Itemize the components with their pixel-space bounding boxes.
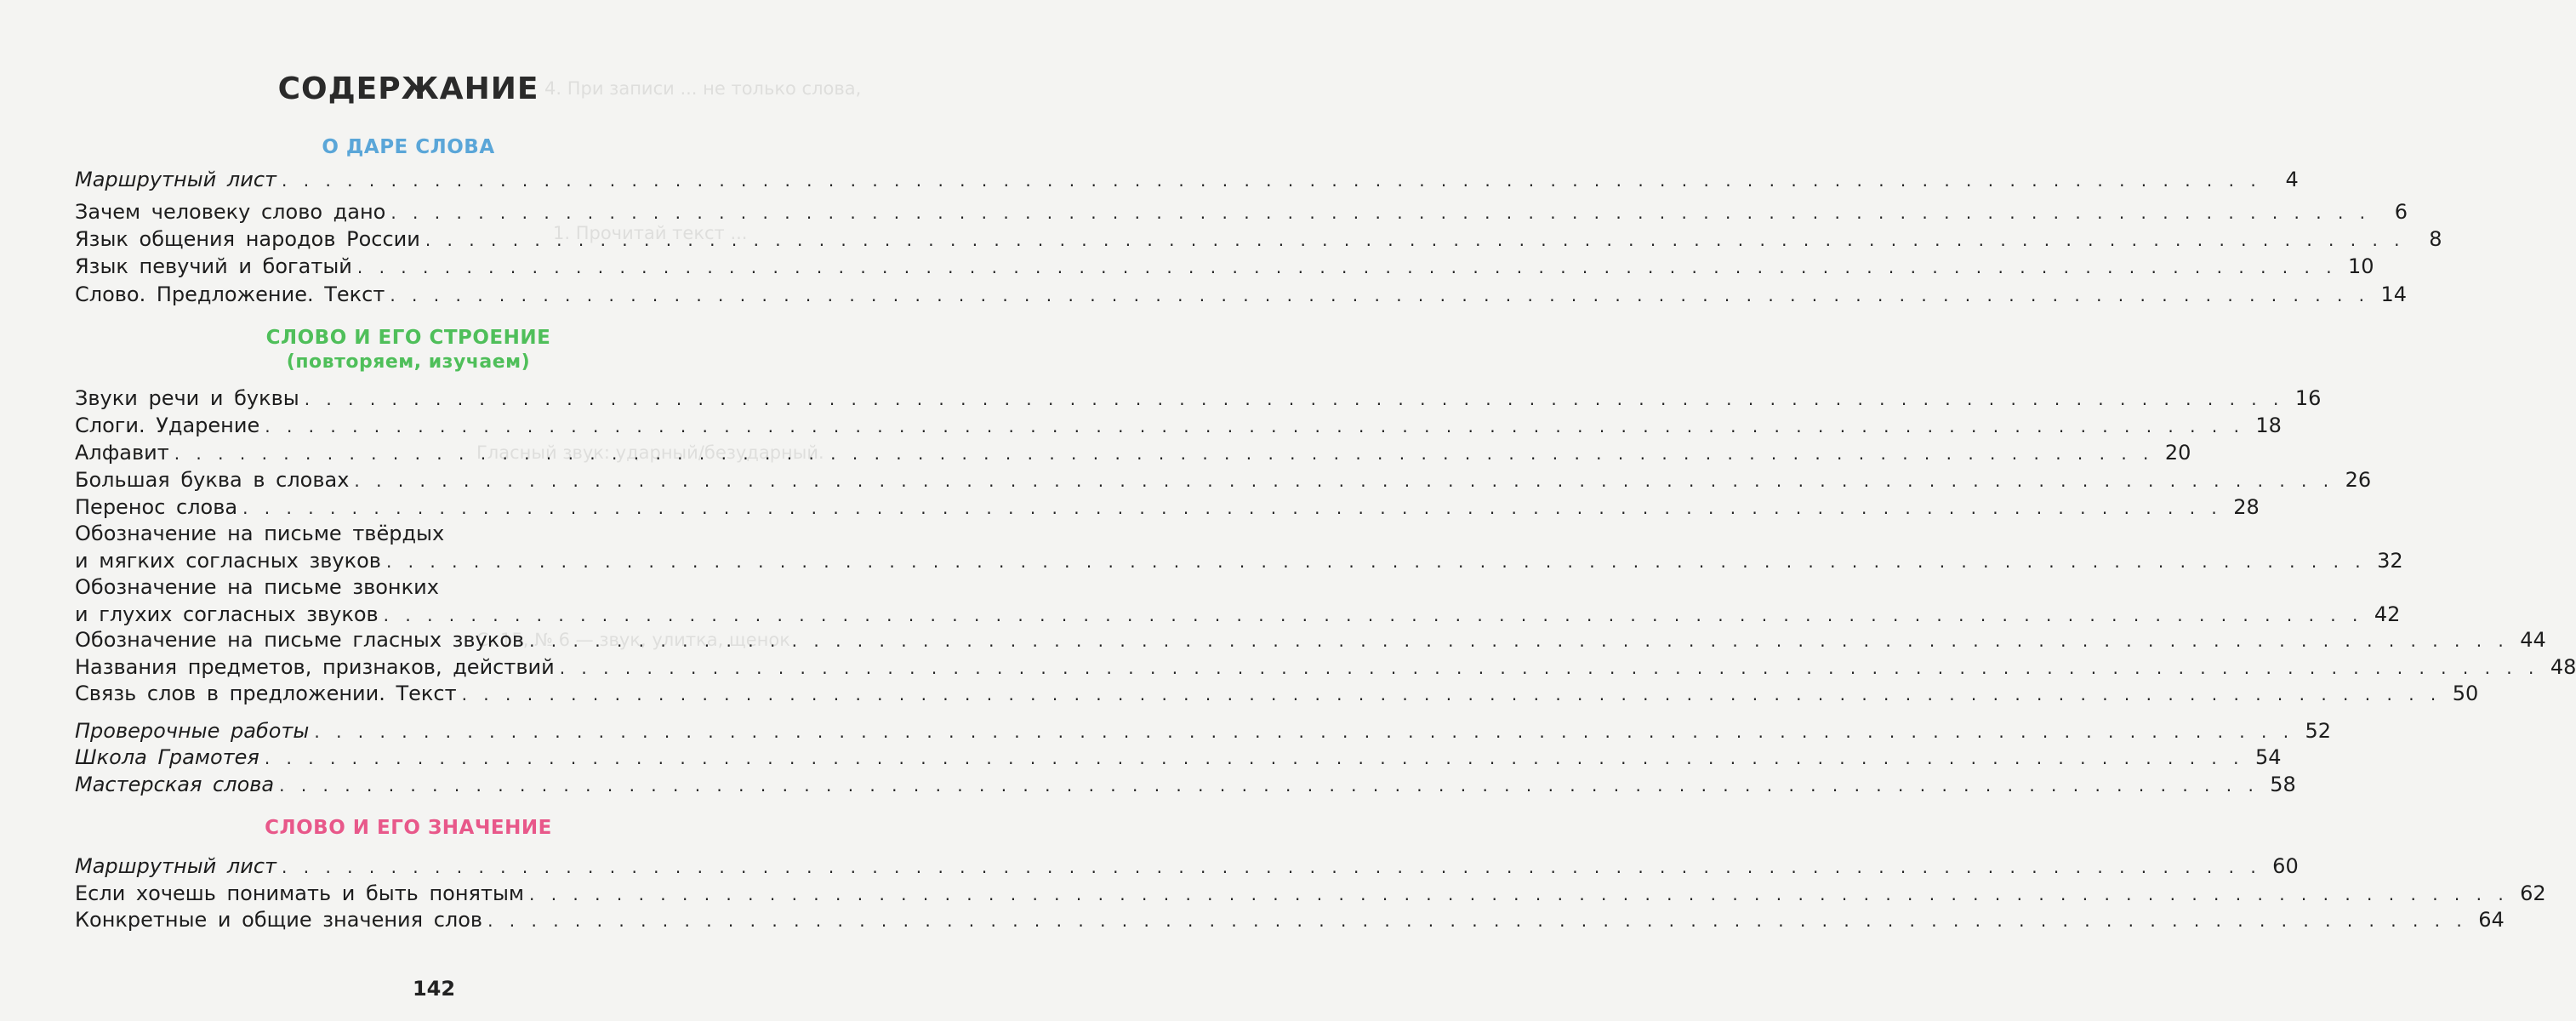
entry-title: Маршрутный лист <box>75 854 277 878</box>
entry-title-line1: Обозначение на письме твёрдых <box>75 522 445 545</box>
entry-page: 60 <box>2272 854 2299 878</box>
entry-page: 44 <box>2520 628 2546 652</box>
entry-page: 26 <box>2345 468 2372 492</box>
dot-leader <box>386 547 2364 576</box>
dot-leader <box>282 166 2260 195</box>
dot-leader <box>265 744 2243 773</box>
entry-page: 14 <box>2380 282 2408 306</box>
dot-leader <box>279 771 2257 800</box>
toc-entry[interactable] <box>75 770 2296 799</box>
entry-title: Связь слов в предложении. Текст <box>75 682 457 705</box>
toc-entry[interactable] <box>75 852 2299 881</box>
entry-page: 58 <box>2270 773 2296 796</box>
dot-leader <box>282 853 2260 881</box>
entry-title: Слоги. Ударение <box>75 414 260 437</box>
entry-page: 52 <box>2305 719 2332 743</box>
dot-leader <box>462 680 2440 709</box>
toc-entry[interactable] <box>75 879 2546 908</box>
dot-leader <box>390 198 2368 227</box>
entry-title: Если хочешь понимать и быть понятым <box>75 881 524 905</box>
entry-page: 10 <box>2348 254 2374 278</box>
toc-entry[interactable] <box>75 252 2374 281</box>
toc-entry[interactable] <box>75 625 2546 654</box>
entry-page: 8 <box>2429 227 2442 251</box>
page-number: 142 <box>412 977 456 1001</box>
toc-entry[interactable] <box>75 743 2282 772</box>
entry-page: 28 <box>2233 495 2260 519</box>
toc-entry[interactable] <box>75 905 2505 934</box>
entry-title: Обозначение на письме гласных звуков <box>75 628 525 652</box>
dot-leader <box>529 626 2507 655</box>
entry-title: Язык певучий и богатый <box>75 254 352 278</box>
toc-entry[interactable] <box>75 493 2260 522</box>
toc-entry[interactable] <box>75 225 2442 254</box>
toc-entry[interactable] <box>75 165 2299 194</box>
dot-leader <box>529 880 2507 909</box>
entry-page: 54 <box>2254 745 2282 769</box>
section-subheading: (повторяем, изучаем) <box>286 351 531 373</box>
entry-page: 62 <box>2520 881 2546 905</box>
dot-leader <box>265 412 2243 441</box>
toc-entry[interactable] <box>75 197 2408 226</box>
entry-page: 32 <box>2377 549 2403 573</box>
page-title: СОДЕРЖАНИЕ <box>277 71 539 106</box>
entry-page: 6 <box>2394 200 2408 224</box>
dot-leader <box>357 253 2335 282</box>
bleed-through-text: Гласный звук: ударный/безударный. <box>476 442 824 463</box>
toc-entry[interactable] <box>75 280 2408 309</box>
entry-title: Конкретные и общие значения слов <box>75 908 483 932</box>
bleed-through-text: С. 15, № 6 — звук, улитка, щенок <box>476 630 790 650</box>
entry-page: 50 <box>2452 682 2479 705</box>
toc-entry[interactable] <box>75 653 2576 682</box>
dot-leader <box>314 717 2292 746</box>
entry-title: Названия предметов, признаков, действий <box>75 655 555 679</box>
entry-title-line1: Обозначение на письме звонких <box>75 575 439 599</box>
dot-leader <box>425 225 2403 254</box>
toc-entry[interactable] <box>75 438 2191 467</box>
toc-entry[interactable] <box>75 465 2372 494</box>
toc-entry[interactable] <box>75 546 2403 575</box>
dot-leader <box>242 493 2220 522</box>
dot-leader <box>174 439 2152 468</box>
section-heading: О ДАРЕ СЛОВА <box>322 136 495 158</box>
toc-entry[interactable] <box>75 384 2322 413</box>
dot-leader <box>560 653 2538 682</box>
entry-title: Маршрутный лист <box>75 168 277 191</box>
entry-page: 48 <box>2550 655 2576 679</box>
bleed-through-text: 4. При записи ... не только слова, <box>544 78 862 99</box>
dot-leader <box>487 906 2465 935</box>
toc-entry[interactable] <box>75 679 2479 708</box>
entry-title: Слово. Предложение. Текст <box>75 282 385 306</box>
entry-title: Зачем человеку слово дано <box>75 200 386 224</box>
bleed-through-text: 1. Прочитай текст ... <box>553 223 748 243</box>
entry-page: 18 <box>2255 414 2282 437</box>
toc-entry[interactable] <box>75 411 2282 440</box>
dot-leader <box>390 281 2368 310</box>
entry-page: 64 <box>2478 908 2505 932</box>
entry-page: 4 <box>2285 168 2299 191</box>
entry-title: и мягких согласных звуков <box>75 549 381 573</box>
section-heading: СЛОВО И ЕГО СТРОЕНИЕ <box>265 327 551 349</box>
dot-leader <box>354 466 2332 495</box>
entry-title: Школа Грамотея <box>75 745 259 769</box>
entry-title: Проверочные работы <box>75 719 310 743</box>
entry-page: 20 <box>2164 441 2191 465</box>
section-heading: СЛОВО И ЕГО ЗНАЧЕНИЕ <box>265 817 552 839</box>
entry-title: Перенос слова <box>75 495 238 519</box>
entry-title: Большая буква в словах <box>75 468 350 492</box>
entry-page: 16 <box>2294 386 2322 410</box>
toc-entry[interactable] <box>75 600 2401 629</box>
entry-title: и глухих согласных звуков <box>75 602 379 626</box>
dot-leader <box>305 385 2282 414</box>
entry-title: Язык общения народов России <box>75 227 420 251</box>
entry-title: Мастерская слова <box>75 773 275 796</box>
toc-entry[interactable] <box>75 716 2332 745</box>
entry-title: Алфавит <box>75 441 169 465</box>
entry-page: 42 <box>2374 602 2401 626</box>
entry-title: Звуки речи и буквы <box>75 386 299 410</box>
